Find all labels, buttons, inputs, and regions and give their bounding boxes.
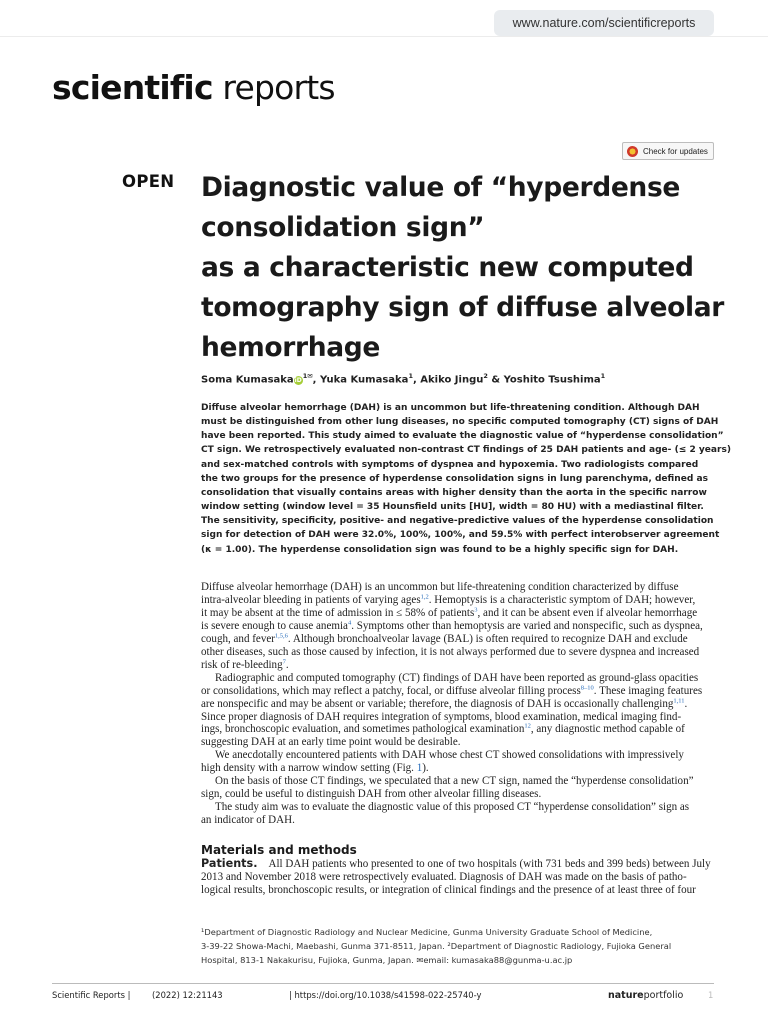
body-line: logical results, bronchoscopic results, or integration of clinical findings and the presence of at least three of four [201,883,696,896]
body-line-text: suggesting DAH at an early time point would be desirable. [201,736,461,749]
author-list [201,372,605,385]
title-line: tomography sign of diffuse alveolar [201,292,724,323]
body-line-text: . [684,697,688,710]
journal-logo [52,68,335,107]
body-line-text: cough, and fever [201,632,275,645]
header-divider [0,36,768,37]
author-affiliation-sup: 1✉ [302,372,313,380]
body-line [201,620,715,633]
citation-link[interactable]: 1,11 [673,696,685,704]
page-number: 1 [708,990,714,1000]
body-line-text: it may be absent at the time of admission in ≤ 58% of patients [201,606,475,619]
body-line-text: other diseases, such as those caused by infection, it is not always performed due to severe dyspnea and increased [201,645,700,658]
body-line: 2013 and November 2018 were retrospectively evaluated. Diagnosis of DAH was made on the basis of patho- [201,870,687,883]
body-line [201,788,715,801]
abstract-line: consolidation that visually contains areas with higher density than the aorta in the specific narrow [201,487,707,498]
abstract-line: the two groups for the presence of hyperdense consolidation signs in lung parenchyma, defined as [201,473,708,484]
author-name[interactable]: & Yoshito Tsushima [487,374,601,386]
title-line: consolidation sign” [201,212,485,243]
body-line [201,749,715,762]
body-line-text: sign, could be useful to distinguish DAH from other alveolar filling diseases. [201,788,542,801]
figure-link[interactable]: 1 [416,762,423,775]
title-line: Diagnostic value of “hyperdense [201,172,680,203]
body-line-text: . These imaging features [593,684,703,697]
abstract-line: sign for detection of DAH were 32.0%, 100%, 100%, and 59.5% with perfect interobserver agreement [201,530,720,541]
body-line-text: ings, bronchoscopic evaluation, and sometimes pathological examination [201,723,525,736]
footer-volume: (2022) 12:21143 [152,990,223,1000]
abstract-line: CT sign. We retrospectively evaluated non-contrast CT findings of 25 DAH patients and age- (≤ 2 years) [201,445,732,456]
footnote-line: ¹Department of Diagnostic Radiology and Nuclear Medicine, Gunma University Graduate School of Medicine, [201,927,653,937]
article-title [201,168,724,368]
logo-bold-text: scientific [52,68,213,107]
footnote-line: Hospital, 813-1 Nakakurisu, Fujioka, Gunma, Japan. ✉email: kumasaka88@gunma-u.ac.jp [201,955,573,965]
body-line [201,698,715,711]
footer-doi-link[interactable]: | https://doi.org/10.1038/s41598-022-25740-y [289,990,482,1000]
brand-bold: nature [608,990,644,1001]
title-line: as a characteristic new computed [201,252,694,283]
author-name[interactable]: Soma Kumasaka [201,374,294,386]
citation-link[interactable]: 1,2 [420,593,429,601]
crossmark-icon [627,146,638,157]
body-line [201,581,715,594]
body-line [201,685,715,698]
body-line-text: , and it can be absent even if alveolar hemorrhage [477,606,698,619]
body-line-text: . Although bronchoalveolar lavage (BAL) is often required to recognize DAH and exclude [287,632,688,645]
author-affiliation-sup: 2 [483,372,488,380]
body-line [201,775,715,788]
body-line-text: The study aim was to evaluate the diagnostic value of this proposed CT “hyperdense consolidation” sign as [215,801,690,814]
body-line-text: , any diagnostic method capable of [530,723,685,736]
body-line-text: risk of re-bleeding [201,658,283,671]
brand-light: portfolio [643,990,684,1001]
author-name[interactable]: , Akiko Jingu [412,374,484,386]
abstract-line: (κ = 1.00). The hyperdense consolidation sign was found to be a highly specific sign for DAH. [201,544,679,555]
check-for-updates-button[interactable] [622,142,714,160]
open-access-label: OPEN [122,172,175,191]
author-affiliation-sup: 1 [600,372,606,380]
citation-link[interactable]: 7 [282,658,286,666]
abstract [201,401,732,557]
citation-link[interactable]: 8–10 [580,683,594,691]
body-line-text: intra-alveolar bleeding in patients of varying ages [201,593,421,606]
footer-journal: Scientific Reports | [52,990,131,1000]
abstract-line: must be distinguished from other lung diseases, no specific computed tomography (CT) signs of DAH [201,417,719,428]
body-line-text: or consolidations, which may reflect a patchy, focal, or diffuse alveolar filling process [201,684,581,697]
body-line-text: We anecdotally encountered patients with DAH whose chest CT showed consolidations with impressively [215,749,684,762]
patients-paragraph [201,858,715,897]
body-line-text: high density with a narrow window setting (Fig. [201,762,417,775]
introduction-text [201,581,715,827]
body-line-text: . Hemoptysis is a characteristic symptom of DAH; however, [428,593,696,606]
body-line [201,672,715,685]
body-line-text: All DAH patients who presented to one of two hospitals (with 731 beds and 399 beds) between July [268,858,711,870]
citation-link[interactable]: 12 [524,722,531,730]
body-line [201,646,715,659]
body-line [201,607,715,620]
body-line [201,633,715,646]
nature-portfolio-logo [608,990,683,1001]
body-line-text: an indicator of DAH. [201,814,295,827]
body-line-text: Radiographic and computed tomography (CT) findings of DAH have been reported as ground-glass opacities [215,671,699,684]
footer-divider [52,983,714,984]
author-affiliation-sup: 1 [408,372,413,380]
abstract-line: and sex-matched controls with symptoms of dyspnea and hypoxemia. Two radiologists compared [201,459,699,470]
journal-url[interactable]: www.nature.com/scientificreports [494,10,714,36]
body-line-text: . Symptoms other than hemoptysis are varied and nonspecific, such as dyspnea, [351,619,703,632]
citation-link[interactable]: 4 [347,619,352,627]
abstract-line: window setting (window level = 35 Hounsfield units [HU], width = 80 HU) with a mediastinal filter. [201,502,704,513]
body-line-text: are nonspecific and may be absent or variable; therefore, the diagnosis of DAH is occasionally challenging [201,697,674,710]
body-line [201,814,715,827]
abstract-line: have been reported. This study aimed to evaluate the diagnostic value of “hyperdense consolidation” [201,431,724,442]
check-for-updates-label: Check for updates [643,146,708,156]
body-line-text: ). [422,762,429,775]
logo-light-text: reports [212,68,335,107]
title-line: hemorrhage [201,332,380,363]
body-line-text: . [285,658,289,671]
section-heading-methods: Materials and methods [201,843,357,857]
patients-run-in-heading: Patients. [201,857,258,870]
body-line-text: Diffuse alveolar hemorrhage (DAH) is an uncommon but life-threatening condition characterized by diffuse [201,581,679,593]
footnote-line: 3-39-22 Showa-Machi, Maebashi, Gunma 371-8511, Japan. ²Department of Diagnostic Radiology, Fujioka General [201,941,672,951]
body-line [201,736,715,749]
body-line-text: is severe enough to cause anemia [201,619,348,632]
affiliation-footnotes [201,925,721,967]
body-line [201,801,715,814]
citation-link[interactable]: 1,5,6 [274,632,288,640]
citation-link[interactable]: 3 [474,606,478,614]
body-line [201,723,715,736]
body-line [201,858,715,871]
body-line [201,762,715,775]
body-line [201,711,715,724]
abstract-line: Diffuse alveolar hemorrhage (DAH) is an uncommon but life-threatening condition. Although DAH [201,403,700,413]
body-line-text: On the basis of those CT findings, we speculated that a new CT sign, named the “hyperdense consolidation” [215,775,694,788]
body-line-text: Since proper diagnosis of DAH requires integration of symptoms, blood examination, medical imaging find- [201,710,682,723]
abstract-line: The sensitivity, specificity, positive- and negative-predictive values of the hyperdense consolidation [201,516,714,527]
body-line [201,594,715,607]
orcid-icon[interactable]: iD [294,377,302,385]
body-line [201,659,715,672]
author-name[interactable]: , Yuka Kumasaka [312,374,409,386]
